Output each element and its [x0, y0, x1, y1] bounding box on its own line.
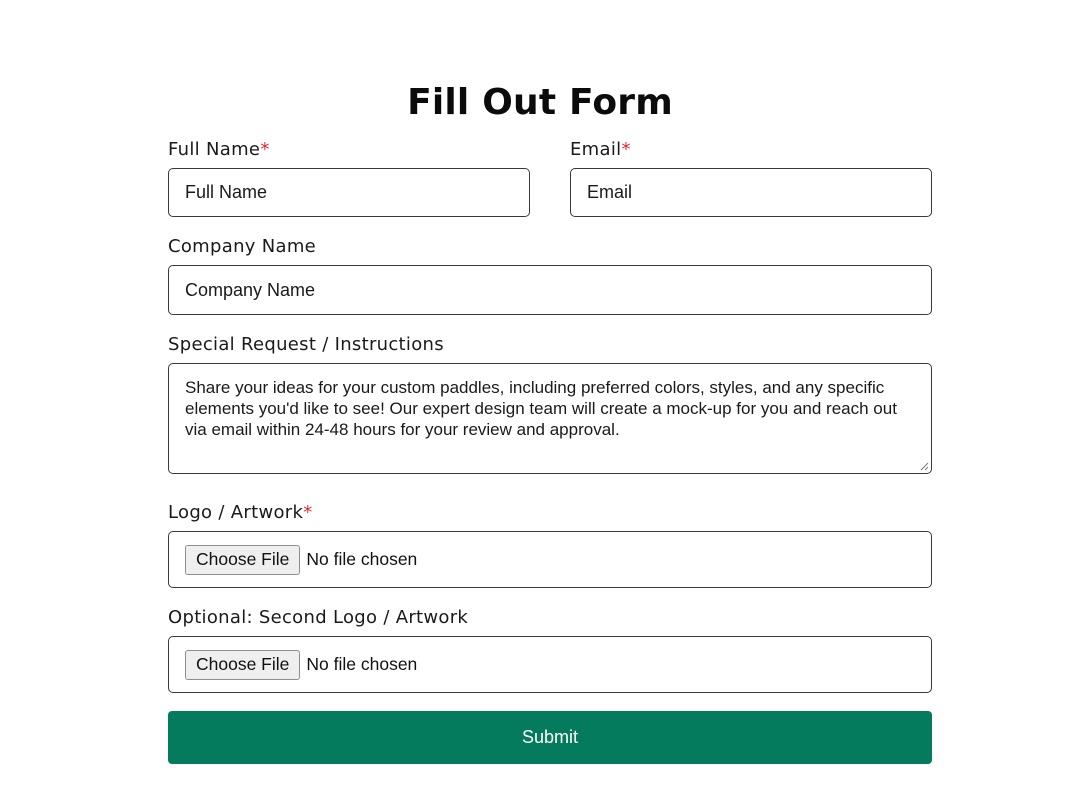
company-name-label-text: Company Name: [168, 236, 317, 257]
email-label-text: Email: [570, 139, 622, 160]
submit-button[interactable]: Submit: [168, 711, 932, 764]
email-input[interactable]: [570, 168, 932, 217]
logo-file-status: No file chosen: [306, 549, 418, 569]
email-placeholder: Email: [587, 182, 633, 202]
special-request-textarea[interactable]: [168, 363, 932, 474]
full-name-placeholder: Full Name: [185, 182, 268, 202]
company-name-label: [168, 236, 316, 258]
full-name-label: [168, 139, 270, 161]
email-label: [570, 139, 631, 161]
second-logo-choose-file-button[interactable]: Choose File: [185, 650, 300, 680]
logo-artwork-label: [168, 502, 313, 524]
full-name-input[interactable]: [168, 168, 530, 217]
resize-grip-icon[interactable]: [919, 461, 929, 471]
company-name-placeholder: Company Name: [185, 279, 316, 300]
special-request-label-text: Special Request / Instructions: [168, 334, 444, 355]
logo-choose-file-button[interactable]: Choose File: [185, 545, 300, 575]
second-logo-file-input: [168, 636, 932, 693]
second-logo-label: [168, 607, 468, 629]
required-marker: *: [260, 139, 270, 160]
second-logo-file-status: No file chosen: [306, 654, 418, 674]
required-marker: *: [621, 139, 631, 160]
special-request-label: [168, 334, 444, 356]
logo-artwork-label-text: Logo / Artwork: [168, 502, 304, 523]
company-name-input[interactable]: [168, 265, 932, 315]
form-title: Fill Out Form: [407, 82, 673, 123]
special-request-placeholder: Share your ideas for your custom paddles, including preferred colors, styles, and any specific elements you'd like to see! Our expert design team will create a mock-up for you and reach out via email within 24-48 hours for your review and approval.: [185, 378, 897, 439]
full-name-label-text: Full Name: [168, 139, 261, 160]
logo-artwork-file-input: [168, 531, 932, 588]
required-marker: *: [303, 502, 313, 523]
second-logo-label-text: Optional: Second Logo / Artwork: [168, 607, 469, 628]
